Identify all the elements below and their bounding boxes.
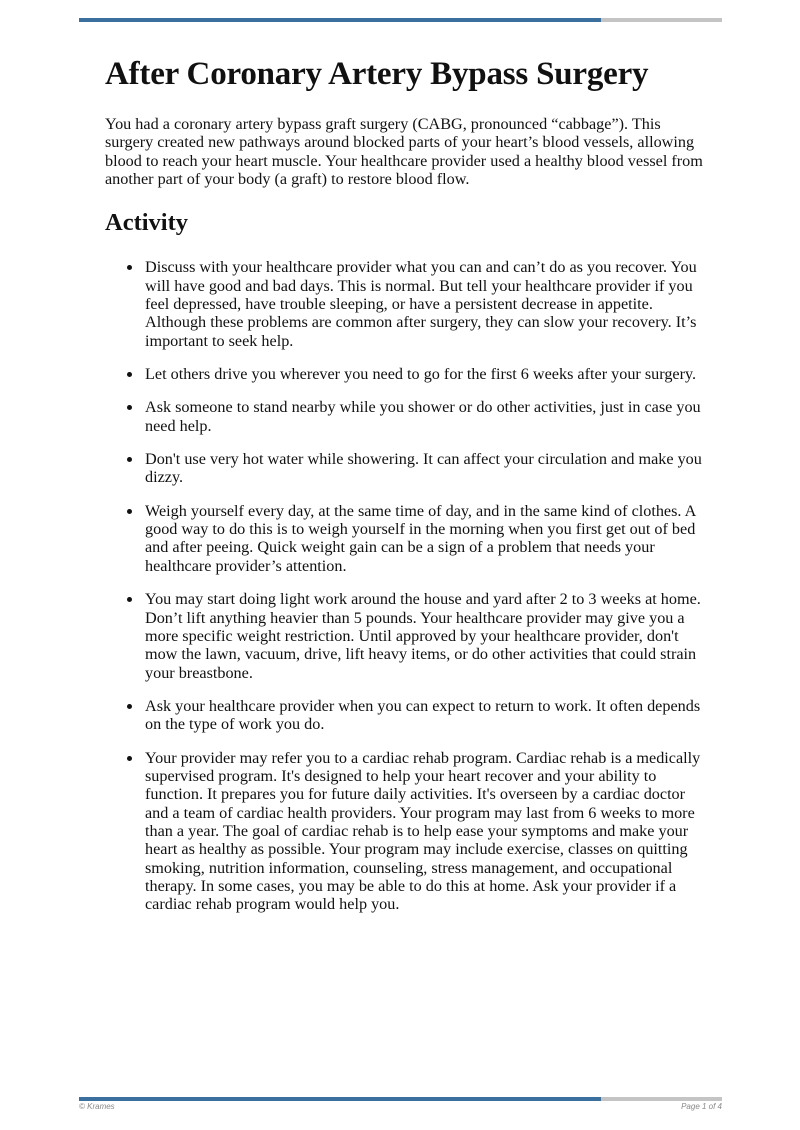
list-item	[145, 749, 705, 914]
bullet-icon	[127, 704, 132, 709]
section-heading-activity: Activity	[105, 208, 188, 236]
footer-rule-accent	[79, 1097, 601, 1101]
list-item	[145, 590, 705, 682]
document-body	[105, 55, 705, 929]
list-item	[145, 365, 705, 383]
bullet-icon	[127, 265, 132, 270]
bullet-icon	[127, 405, 132, 410]
header-rule-remainder	[601, 18, 722, 22]
list-item-text: Let others drive you wherever you need to go for the first 6 weeks after your surgery.	[145, 365, 697, 384]
list-item	[145, 450, 705, 487]
intro-paragraph: You had a coronary artery bypass graft surgery (CABG, pronounced “cabbage”). This surgery created new pathways around blocked parts of your heart’s blood vessels, allowing blood to reach your heart muscle. Your healthcare provider used a healthy blood vessel from another part of your body (a graft) to restore blood flow.	[105, 114, 703, 189]
bullet-icon	[127, 509, 132, 514]
bullet-icon	[127, 597, 132, 602]
bullet-icon	[127, 756, 132, 761]
list-item-text: Weigh yourself every day, at the same time of day, and in the same kind of clothes. A good way to do this is to weigh yourself in the morning when you first get out of bed and after peeing. Quick weight gain can be a sign of a problem that needs your healthcare provider’s attention.	[145, 501, 696, 575]
list-item	[145, 258, 705, 350]
bullet-icon	[127, 372, 132, 377]
list-item-text: Don't use very hot water while showering. It can affect your circulation and make you dizzy.	[145, 450, 702, 487]
list-item-text: Discuss with your healthcare provider what you can and can’t do as you recover. You will have good and bad days. This is normal. But tell your healthcare provider if you feel depressed, have trouble sleeping, or have a persistent decrease in appetite. Although these problems are common after surgery, they can slow your recovery. It’s important to seek help.	[145, 258, 697, 350]
list-item-text: Your provider may refer you to a cardiac rehab program. Cardiac rehab is a medically supervised program. It's designed to help your heart recover and your ability to function. It prepares you for future daily activities. It's overseen by a cardiac doctor and a team of cardiac health providers. Your program may last from 6 weeks to more than a year. The goal of cardiac rehab is to help ease your symptoms and make your heart as healthy as possible. Your program may include exercise, classes on quitting smoking, nutrition information, counseling, stress management, and occupational therapy. In some cases, you may be able to do this at home. Ask your provider if a cardiac rehab program would help you.	[145, 748, 701, 914]
footer-copyright: © Krames	[79, 1102, 115, 1111]
header-rule-accent	[79, 18, 601, 22]
list-item-text: You may start doing light work around the house and yard after 2 to 3 weeks at home. Don’t lift anything heavier than 5 pounds. Your healthcare provider may give you a more specific weight restriction. Until approved by your healthcare provider, don't mow the lawn, vacuum, drive, lift heavy items, or do other activities that could strain your breastbone.	[145, 590, 701, 682]
footer-rule	[79, 1097, 722, 1101]
bullet-icon	[127, 457, 132, 462]
activity-list	[105, 258, 705, 913]
list-item	[145, 398, 705, 435]
list-item	[145, 697, 705, 734]
page-title: After Coronary Artery Bypass Surgery	[105, 56, 649, 92]
footer-rule-remainder	[601, 1097, 722, 1101]
list-item-text: Ask your healthcare provider when you can expect to return to work. It often depends on the type of work you do.	[145, 696, 701, 734]
list-item-text: Ask someone to stand nearby while you shower or do other activities, just in case you need help.	[145, 398, 701, 435]
header-rule	[79, 18, 722, 22]
footer-page-number: Page 1 of 4	[681, 1102, 722, 1111]
list-item	[145, 502, 705, 575]
